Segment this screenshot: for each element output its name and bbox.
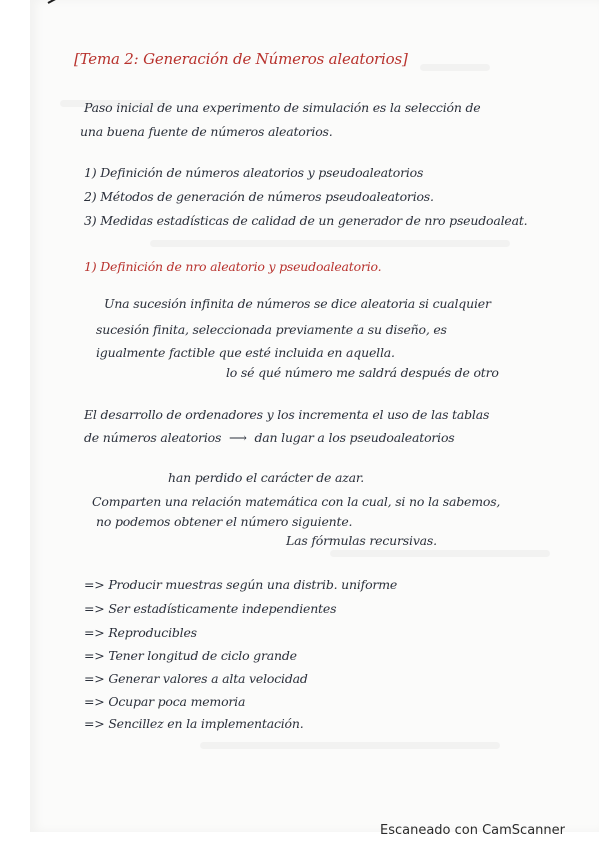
paragraph-note: Las fórmulas recursivas. — [286, 533, 437, 548]
requirement-item: => Generar valores a alta velocidad — [84, 671, 308, 686]
paragraph-line: El desarrollo de ordenadores y los incrementa el uso de las tablas — [84, 407, 490, 422]
paragraph-text: de números aleatorios — [84, 430, 222, 445]
bleed-through-mark — [150, 240, 510, 247]
paragraph-line: no podemos obtener el número siguiente. — [96, 514, 353, 529]
paragraph-text: dan lugar a los pseudoaleatorios — [254, 430, 455, 445]
definition-line: Una sucesión infinita de números se dice aleatoria si cualquier — [104, 296, 491, 311]
arrow-icon: ⟶ — [228, 430, 247, 445]
requirement-item: => Ser estadísticamente independientes — [84, 601, 337, 616]
requirement-item: => Ocupar poca memoria — [84, 694, 246, 709]
bleed-through-mark — [330, 550, 550, 557]
bleed-through-mark — [200, 742, 500, 749]
requirement-item: => Tener longitud de ciclo grande — [84, 648, 297, 663]
definition-note: lo sé qué número me saldrá después de otro — [226, 365, 499, 380]
topic-item: 1) Definición de números aleatorios y pseudoaleatorios — [84, 165, 424, 180]
paragraph-line — [84, 430, 455, 445]
topic-item: 3) Medidas estadísticas de calidad de un generador de nro pseudoaleat. — [84, 213, 528, 228]
bleed-through-mark — [420, 64, 490, 71]
requirement-item: => Sencillez en la implementación. — [84, 716, 304, 731]
paragraph-line: han perdido el carácter de azar. — [168, 470, 365, 485]
requirement-item: => Reproducibles — [84, 625, 197, 640]
scanner-watermark: Escaneado con CamScanner — [379, 823, 565, 838]
intro-line: Paso inicial de una experimento de simulación es la selección de — [84, 100, 481, 115]
section-heading: 1) Definición de nro aleatorio y pseudoaleatorio. — [84, 259, 382, 274]
topic-item: 2) Métodos de generación de números pseudoaleatorios. — [84, 189, 434, 204]
requirement-item: => Producir muestras según una distrib. uniforme — [84, 577, 398, 592]
page-title: [Tema 2: Generación de Números aleatorios] — [74, 50, 408, 68]
intro-line: una buena fuente de números aleatorios. — [80, 124, 333, 139]
paragraph-line: Comparten una relación matemática con la cual, si no la sabemos, — [92, 494, 501, 509]
definition-line: igualmente factible que esté incluida en aquella. — [96, 345, 395, 360]
definition-line: sucesión finita, seleccionada previamente a su diseño, es — [96, 322, 447, 337]
